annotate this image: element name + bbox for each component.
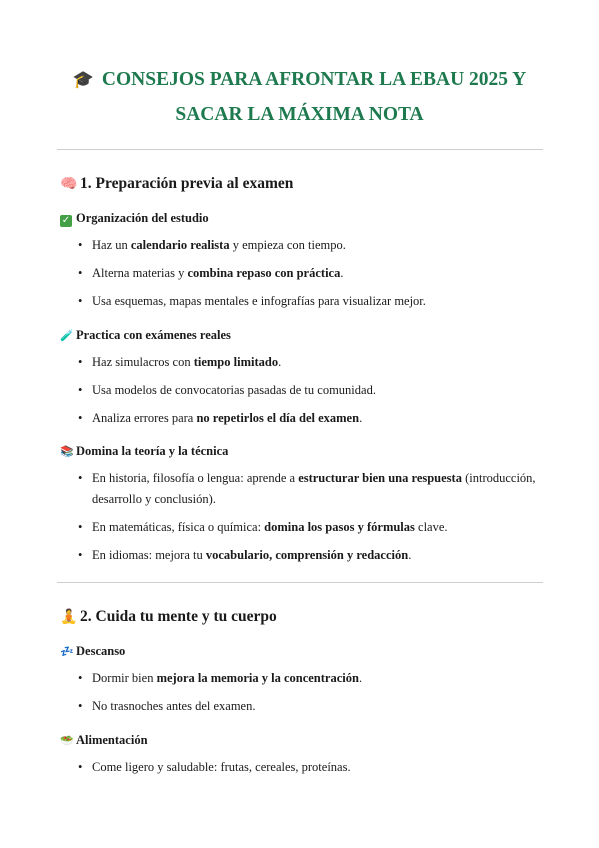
section-heading-text: 1. Preparación previa al examen [80, 175, 294, 192]
section-heading-text: 2. Cuida tu mente y tu cuerpo [80, 608, 277, 625]
subsection-heading [60, 210, 209, 227]
list-item: • Analiza errores para no repetirlos el día del examen. [92, 408, 542, 429]
subsection-heading [60, 327, 231, 344]
list-item: • Come ligero y saludable: frutas, cereales, proteínas. [92, 757, 542, 778]
subsection-heading [60, 443, 228, 460]
books-icon: 📚 [60, 445, 74, 458]
list-item: • En historia, filosofía o lengua: aprende a estructurar bien una respuesta (introducción, desarrollo y conclusión). [92, 468, 542, 510]
subsection-heading-text: Practica con exámenes reales [76, 328, 231, 342]
meditation-icon: 🧘 [60, 609, 78, 625]
graduation-cap-icon: 🎓 [72, 70, 94, 89]
list-item: • En matemáticas, física o química: domina los pasos y fórmulas clave. [92, 517, 542, 538]
section-heading [60, 607, 277, 627]
list-item: • Dormir bien mejora la memoria y la concentración. [92, 668, 542, 689]
subsection-heading [60, 732, 148, 749]
page-title [40, 62, 559, 132]
list-item: • Alterna materias y combina repaso con práctica. [92, 263, 542, 284]
list-item: • No trasnoches antes del examen. [92, 696, 542, 717]
salad-icon: 🥗 [60, 734, 74, 747]
list-item: • Usa modelos de convocatorias pasadas de tu comunidad. [92, 380, 542, 401]
subsection-heading-text: Organización del estudio [76, 211, 209, 225]
test-tube-icon: 🧪 [60, 329, 74, 342]
section-heading [60, 174, 293, 194]
page-title-text: CONSEJOS PARA AFRONTAR LA EBAU 2025 Y SACAR LA MÁXIMA NOTA [101, 69, 527, 125]
check-icon: ✓ [61, 215, 71, 226]
sleep-icon: 💤 [60, 645, 74, 658]
subsection-heading [60, 643, 125, 660]
list-item: • Haz simulacros con tiempo limitado. [92, 352, 542, 373]
list-item: • En idiomas: mejora tu vocabulario, comprensión y redacción. [92, 545, 542, 566]
divider [57, 149, 543, 150]
list-item: • Haz un calendario realista y empieza con tiempo. [92, 235, 542, 256]
brain-icon: 🧠 [60, 176, 78, 192]
subsection-heading-text: Descanso [76, 644, 126, 658]
subsection-heading-text: Alimentación [76, 733, 148, 747]
subsection-heading-text: Domina la teoría y la técnica [76, 444, 229, 458]
divider [57, 582, 543, 583]
list-item: • Usa esquemas, mapas mentales e infografías para visualizar mejor. [92, 291, 542, 312]
